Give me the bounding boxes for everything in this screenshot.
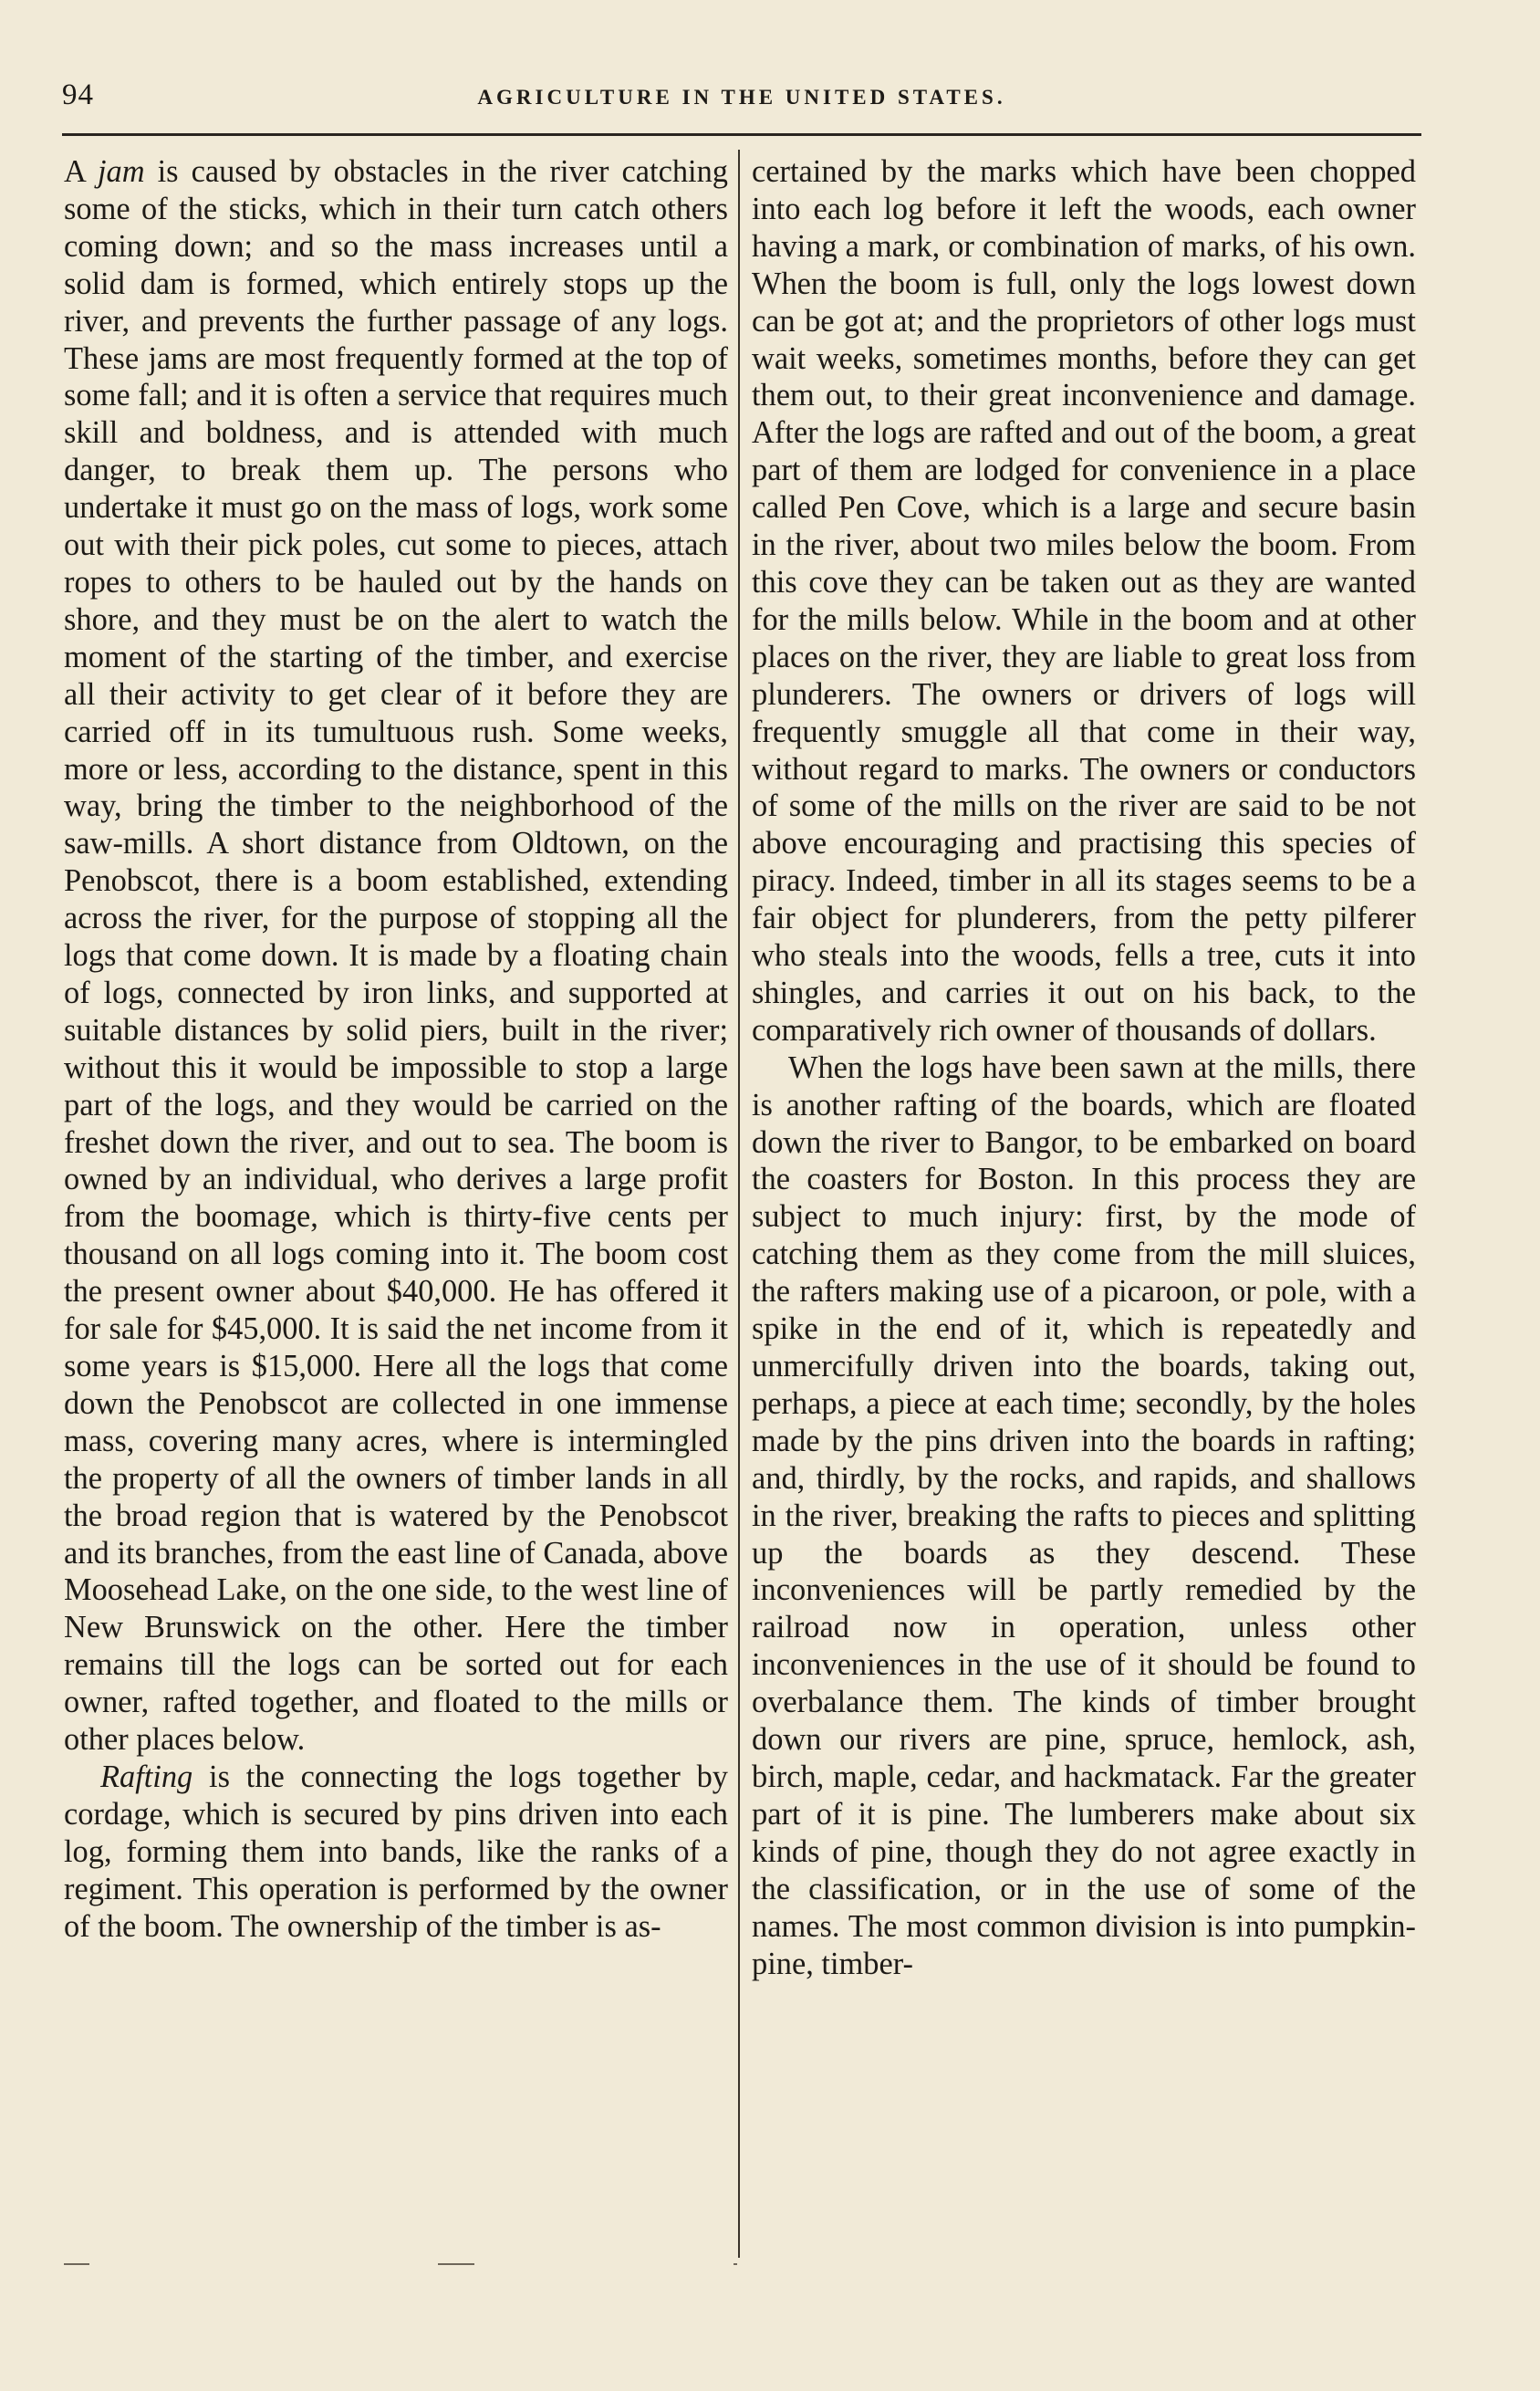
paragraph-lead: A — [64, 154, 98, 189]
left-column — [64, 153, 728, 1946]
paragraph-continued: certained by the marks which have been chopped into each log before it left the woods, each owner having a mark, or combination of marks, of his own. When the boom is full, only the logs lowest down can be got at; and the proprietors of other logs must wait weeks, sometimes months, before they can get them out, to their great inconvenience and damage. After the logs are rafted and out of the boom, a great part of them are lodged for convenience in a place called Pen Cove, which is a large and secure basin in the river, about two miles below the boom. From this cove they can be taken out as they are wanted for the mills below. While in the boom and at other places on the river, they are liable to great loss from plunderers. The owners or drivers of logs will frequently smuggle all that come in their way, without regard to marks. The owners or conductors of some of the mills on the river are said to be not above encouraging and practising this species of piracy. Indeed, timber in all its stages seems to be a fair object for plunderers, from the petty pilferer who steals into the woods, fells a tree, cuts it into shingles, and carries it out on his back, to the comparatively rich owner of thousands of dollars. — [752, 154, 1416, 1048]
page-header — [62, 78, 1421, 124]
right-column — [752, 153, 1416, 1982]
paragraph-text: is caused by obstacles in the river catching some of the sticks, which in their turn catch others coming down; and so the mass increases until a solid dam is formed, which entirely stops up the river, and prevents the further passage of any logs. These jams are most frequently formed at the top of some fall; and it is often a service that requires much skill and boldness, and is attended with much danger, to break them up. The persons who undertake it must go on the mass of logs, work some out with their pick poles, cut some to pieces, attach ropes to others to be hauled out by the hands on shore, and they must be on the alert to watch the moment of the starting of the timber, and exercise all their activity to get clear of it before they are carried off in its tumultuous rush. Some weeks, more or less, according to the distance, spent in this way, bring the timber to the neighborhood of the saw-mills. A short distance from Oldtown, on the Penobscot, there is a boom established, extending across the river, for the purpose of stopping all the logs that come down. It is made by a floating chain of logs, connected by iron links, and supported at suitable distances by solid piers, built in the river; without this it would be impossible to stop a large part of the logs, and they would be carried on the freshet down the river, and out to sea. The boom is owned by an individual, who derives a large profit from the boomage, which is thirty-five cents per thousand on all logs coming into it. The boom cost the present owner about $40,000. He has offered it for sale for $45,000. It is said the net income from it some years is $15,000. Here all the logs that come down the Penobscot are collected in one immense mass, covering many acres, where is intermingled the property of all the owners of timber lands in all the broad region that is watered by the Penobscot and its branches, from the east line of Canada, above Moosehead Lake, on the one side, to the west line of New Brunswick on the other. Here the timber remains till the logs can be sorted out for each owner, rafted together, and floated to the mills or other places below. — [64, 154, 728, 1758]
printer-marks — [64, 2260, 1421, 2278]
paragraph-rafting — [64, 1759, 728, 1946]
running-head: AGRICULTURE IN THE UNITED STATES. — [477, 86, 1006, 109]
column-divider — [738, 150, 740, 2258]
term-rafting: Rafting — [100, 1759, 193, 1794]
paragraph-jam — [64, 153, 728, 1759]
term-jam: jam — [97, 154, 145, 189]
paragraph-text: is the connecting the logs together by cordage, which is secured by pins driven into each log, forming them into bands, like the ranks of a regiment. This operation is performed by the owner of the boom. The ownership of the timber is as- — [64, 1759, 728, 1944]
header-rule — [62, 133, 1421, 136]
paragraph-sawn-boards: When the logs have been sawn at the mills, there is another rafting of the boards, which are floated down the river to Bangor, to be embarked on board the coasters for Boston. In this process they are subject to much injury: first, by the mode of catching them as they come from the mill sluices, the rafters making use of a picaroon, or pole, with a spike in the end of it, which is repeatedly and unmercifully driven into the boards, taking out, perhaps, a piece at each time; secondly, by the holes made by the pins driven into the boards in rafting; and, thirdly, by the rocks, and rapids, and shallows in the river, breaking the rafts to pieces and splitting up the boards as they descend. These inconveniences will be partly remedied by the railroad now in operation, unless other inconveniences in the use of it should be found to overbalance them. The kinds of timber brought down our rivers are pine, spruce, hemlock, ash, birch, maple, cedar, and hackmatack. Far the greater part of it is pine. The lumberers make about six kinds of pine, though they do not agree exactly in the classification, or in the use of some of the names. The most common division is into pumpkin-pine, timber- — [752, 1049, 1416, 1981]
page-number: 94 — [62, 78, 94, 111]
